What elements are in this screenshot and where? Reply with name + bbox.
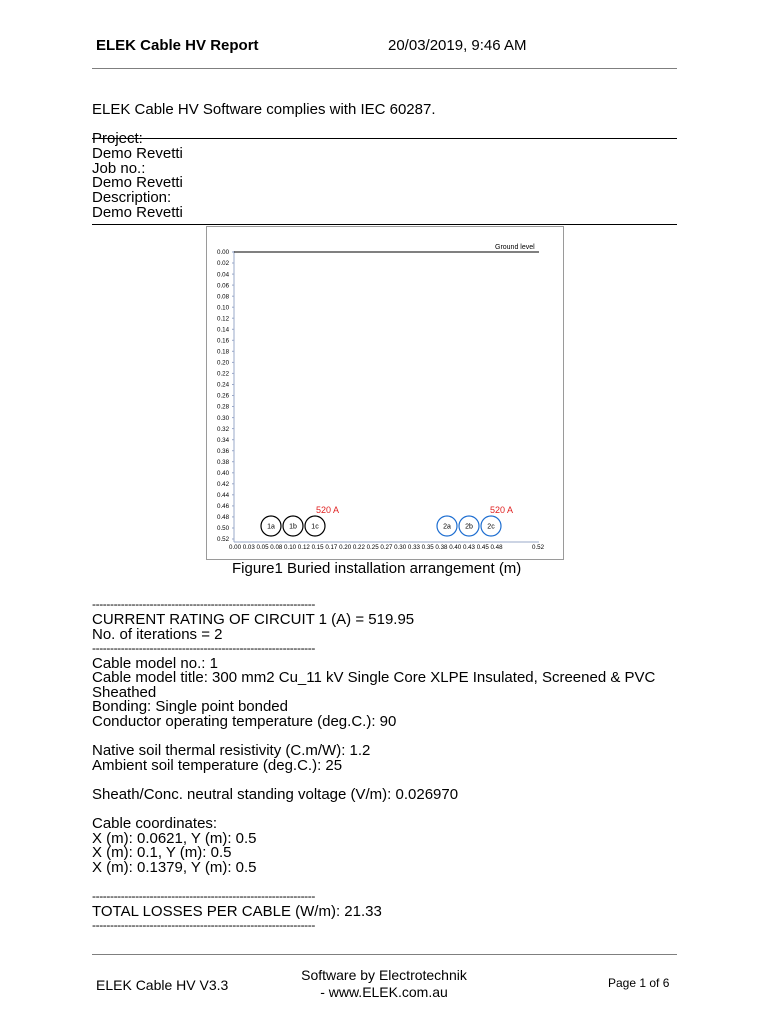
y-tick-label: 0.02 (217, 260, 230, 268)
y-tick-label: 0.32 (217, 425, 230, 433)
total-losses: TOTAL LOSSES PER CABLE (W/m): 21.33 (92, 903, 382, 920)
y-tick-labels (217, 249, 234, 543)
y-tick-label: 0.14 (217, 326, 230, 334)
project-label: Project: (92, 130, 143, 147)
soil-resistivity: Native soil thermal resistivity (C.m/W): 1.2 (92, 742, 371, 759)
y-tick-label: 0.52 (217, 536, 230, 544)
installation-figure (206, 226, 564, 560)
credit-line-1: Software by Electrotechnik (301, 967, 467, 983)
conductor-temperature: Conductor operating temperature (deg.C.): 90 (92, 713, 397, 730)
credit-line-2: - www.ELEK.com.au (320, 984, 448, 1000)
footer-divider (92, 954, 677, 955)
page-number: Page 1 of 6 (608, 976, 670, 990)
y-tick-label: 0.22 (217, 370, 230, 378)
cable-group (261, 516, 501, 536)
x-tick-last: 0.52 (532, 544, 545, 551)
y-tick-label: 0.28 (217, 403, 230, 411)
software-credit (292, 967, 476, 1001)
cable-model-no: Cable model no.: 1 (92, 655, 218, 672)
y-tick-label: 0.20 (217, 359, 230, 367)
cable-label-2a: 2a (443, 523, 451, 531)
separator: -------------------------------------------------------------- (92, 889, 315, 903)
coordinate-row: X (m): 0.1, Y (m): 0.5 (92, 844, 232, 861)
y-tick-label: 0.10 (217, 304, 230, 312)
job-value: Demo Revetti (92, 174, 183, 191)
report-datetime: 20/03/2019, 9:46 AM (388, 37, 527, 54)
y-tick-label: 0.42 (217, 481, 230, 488)
project-bottom-rule (92, 224, 677, 225)
y-tick-label: 0.08 (217, 293, 230, 301)
y-tick-label: 0.12 (217, 315, 230, 323)
project-top-rule (92, 138, 677, 139)
project-value: Demo Revetti (92, 145, 183, 162)
current-rating: CURRENT RATING OF CIRCUIT 1 (A) = 519.95 (92, 611, 415, 628)
separator: -------------------------------------------------------------- (92, 918, 315, 932)
x-tick-labels: 0.00 0.03 0.05 0.08 0.10 0.12 0.15 0.17 0.20 0.22 0.25 0.27 0.30 0.33 0.35 0.38 0.40 0.43 0.45 0.48 (229, 544, 503, 551)
coordinate-row: X (m): 0.0621, Y (m): 0.5 (92, 830, 257, 847)
y-tick-label: 0.18 (217, 348, 230, 356)
report-title: ELEK Cable HV Report (96, 37, 259, 54)
y-tick-label: 0.30 (217, 414, 230, 422)
y-tick-label: 0.36 (217, 447, 230, 455)
y-tick-label: 0.34 (217, 436, 230, 444)
circuit1-current-label: 520 A (316, 505, 340, 515)
y-tick-label: 0.00 (217, 249, 230, 257)
y-tick-label: 0.24 (217, 381, 230, 389)
figure-caption: Figure1 Buried installation arrangement (m) (232, 560, 522, 577)
installation-diagram (207, 227, 563, 559)
job-label: Job no.: (92, 160, 146, 177)
separator: -------------------------------------------------------------- (92, 597, 315, 611)
y-tick-label: 0.16 (217, 337, 230, 345)
circuit2-current-label: 520 A (490, 505, 514, 515)
software-version: ELEK Cable HV V3.3 (96, 977, 229, 993)
header-divider (92, 68, 677, 69)
ambient-temperature: Ambient soil temperature (deg.C.): 25 (92, 757, 343, 774)
y-tick-label: 0.40 (217, 470, 230, 477)
cable-model-title-cont: Sheathed (92, 684, 157, 701)
y-tick-label: 0.46 (217, 503, 230, 511)
cable-model-title: Cable model title: 300 mm2 Cu_11 kV Single Core XLPE Insulated, Screened & PVC (92, 669, 656, 686)
sheath-voltage: Sheath/Conc. neutral standing voltage (V/m): 0.026970 (92, 786, 459, 803)
compliance-statement: ELEK Cable HV Software complies with IEC 60287. (92, 101, 436, 118)
bonding: Bonding: Single point bonded (92, 698, 288, 715)
cable-label-1c: 1c (311, 523, 319, 531)
y-tick-label: 0.26 (217, 392, 230, 400)
y-tick-label: 0.38 (217, 458, 230, 466)
y-tick-label: 0.48 (217, 514, 230, 522)
ground-level-label: Ground level (495, 244, 535, 251)
cable-label-2c: 2c (487, 523, 495, 531)
description-label: Description: (92, 189, 172, 206)
iterations: No. of iterations = 2 (92, 626, 223, 643)
coordinates-label: Cable coordinates: (92, 815, 218, 832)
y-tick-label: 0.06 (217, 282, 230, 290)
y-tick-label: 0.50 (217, 525, 230, 533)
cable-label-2b: 2b (465, 523, 473, 531)
y-tick-label: 0.04 (217, 271, 230, 279)
cable-label-1a: 1a (267, 523, 275, 531)
y-tick-label: 0.44 (217, 492, 230, 499)
separator: -------------------------------------------------------------- (92, 641, 315, 655)
coordinate-row: X (m): 0.1379, Y (m): 0.5 (92, 859, 257, 876)
cable-label-1b: 1b (289, 523, 297, 531)
description-value: Demo Revetti (92, 204, 183, 221)
